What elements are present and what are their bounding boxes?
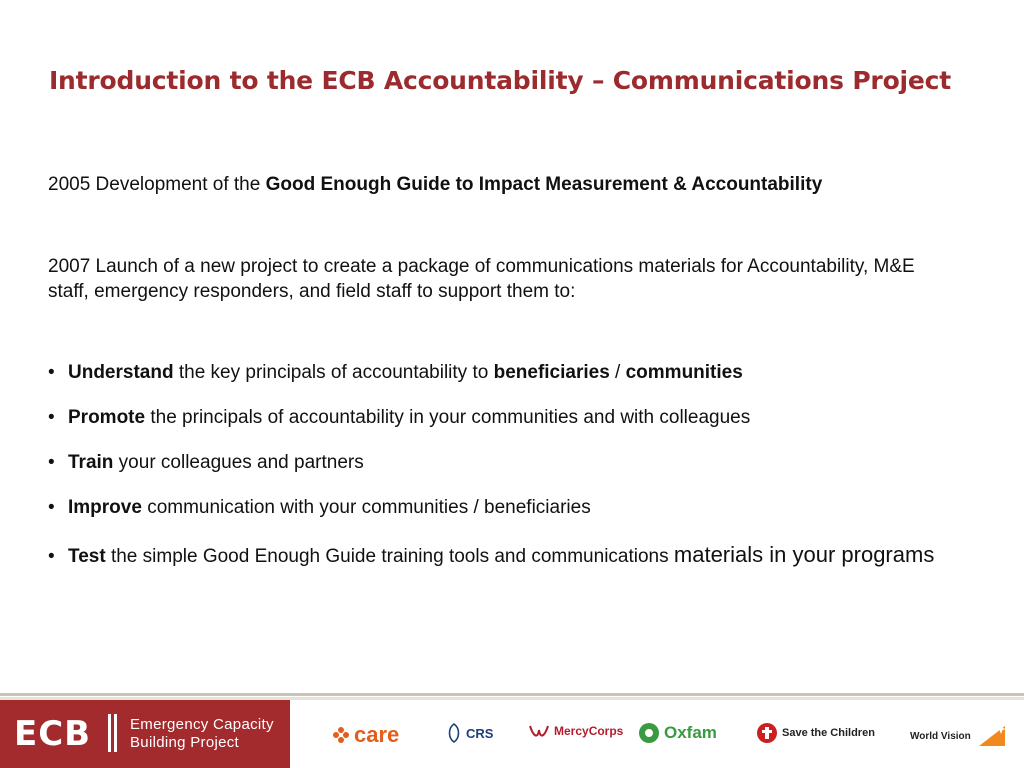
bullet-text-large: materials in your programs	[673, 542, 935, 567]
bullet-marker: •	[48, 546, 55, 567]
paragraph-2005-text: 2005 Development of the	[48, 174, 266, 195]
ecb-logo-subtitle	[130, 716, 274, 752]
ecb-logo-block	[0, 700, 290, 768]
list-item	[48, 405, 958, 431]
mercycorps-logo-text: MercyCorps	[554, 724, 624, 738]
oxfam-logo-text: Oxfam	[664, 723, 717, 742]
paragraph-2005	[48, 172, 948, 197]
bullet-keyword: Understand	[68, 362, 174, 383]
list-item	[48, 360, 958, 386]
bullet-keyword: Promote	[68, 407, 146, 428]
ecb-logo-text: ECB	[14, 714, 92, 754]
world-vision-logo-text: World Vision	[910, 730, 971, 742]
save-the-children-icon	[756, 722, 778, 744]
bullet-text: the simple Good Enough Guide training tools and communications	[105, 546, 674, 567]
mercycorps-icon	[528, 722, 550, 740]
bullet-keyword: Train	[68, 452, 114, 473]
slide-title: Introduction to the ECB Accountability – Communications Project	[48, 66, 952, 95]
bullet-text: the key principals of accountability to	[173, 362, 494, 383]
save-the-children-logo	[756, 722, 875, 744]
bullet-separator: /	[609, 362, 626, 383]
list-item	[48, 495, 958, 521]
world-vision-icon	[975, 722, 1009, 750]
crs-logo	[446, 722, 493, 744]
oxfam-logo	[638, 722, 717, 744]
oxfam-icon	[638, 722, 660, 744]
bullet-emphasis: beneficiaries	[493, 362, 610, 383]
ecb-logo-bars	[108, 714, 117, 752]
ecb-subtitle-line1: Emergency Capacity	[130, 716, 274, 733]
list-item	[48, 540, 958, 571]
ecb-subtitle-line2: Building Project	[130, 734, 240, 751]
list-item	[48, 450, 958, 476]
guide-title: Good Enough Guide to Impact Measurement & Accountability	[265, 174, 823, 195]
bullet-emphasis: communities	[625, 362, 743, 383]
bullet-text: your colleagues and partners	[113, 452, 364, 473]
mercycorps-logo	[528, 722, 623, 740]
save-the-children-logo-text: Save the Children	[782, 727, 875, 739]
bullet-marker: •	[48, 452, 55, 473]
bullet-marker: •	[48, 497, 55, 518]
bullet-marker: •	[48, 362, 55, 383]
partner-logos	[300, 700, 1024, 768]
bullet-text: the principals of accountability in your communities and with colleagues	[145, 407, 751, 428]
paragraph-2007: 2007 Launch of a new project to create a package of communications materials for Accountability, M&E staff, emergency responders, and field staff to support them to:	[48, 256, 915, 302]
bullet-marker: •	[48, 407, 55, 428]
world-vision-logo	[910, 722, 1009, 750]
care-logo-text: care	[354, 722, 400, 747]
crs-icon	[446, 722, 462, 744]
objectives-list	[48, 360, 958, 590]
crs-logo-text: CRS	[466, 725, 494, 741]
bullet-text: communication with your communities / beneficiaries	[141, 497, 591, 518]
bullet-keyword: Improve	[68, 497, 142, 518]
bullet-keyword: Test	[68, 546, 106, 567]
footer-divider	[0, 693, 1024, 696]
care-logo	[332, 722, 399, 748]
care-icon	[332, 726, 350, 744]
